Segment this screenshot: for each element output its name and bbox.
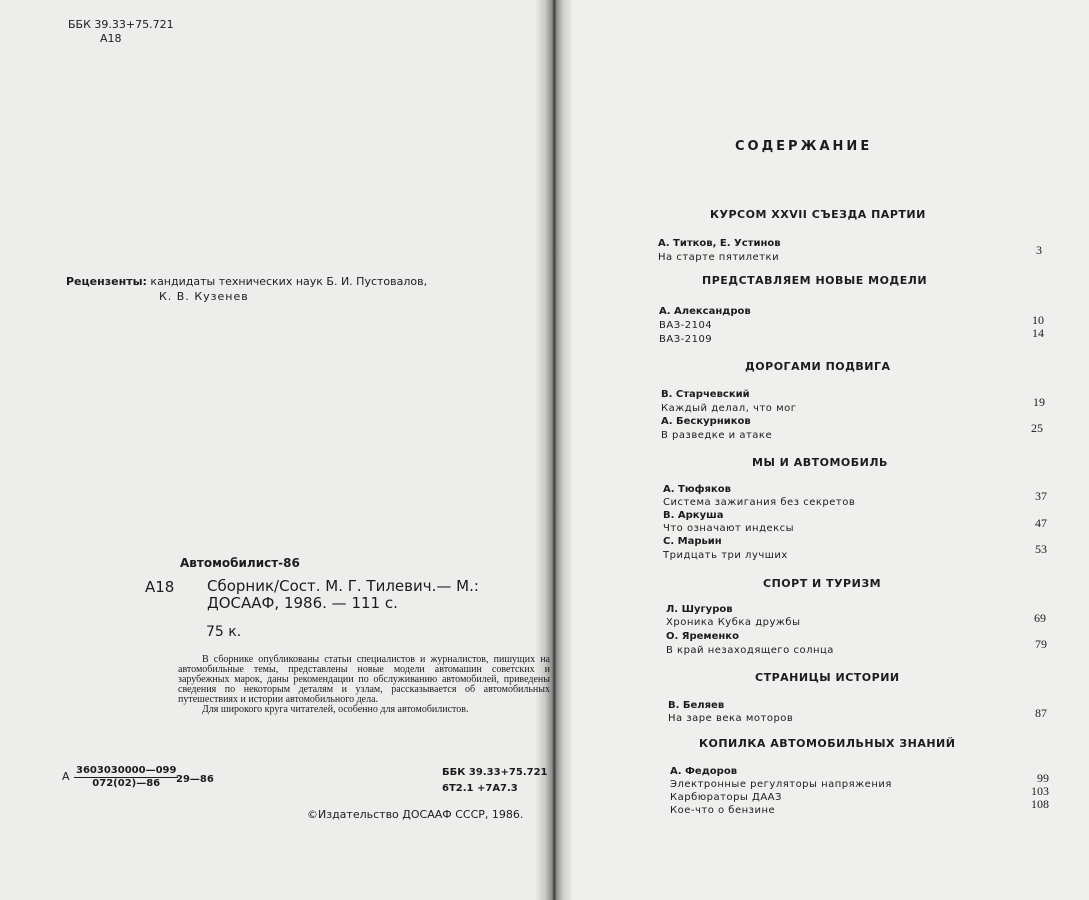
annotation-paragraph-1: В сборнике опубликованы статьи специалистов и журналистов, пишущих на автомобильные темы, представлены новые модели автомашин советских и зарубежных марок, даны рекомендации по обслуживанию автомобилей, приведены сведения по некоторым деталям и узлам, рассказывается об автомобильных путешествиях и истории автомобильного дела.	[178, 654, 550, 705]
toc-page-number: 87	[1035, 706, 1047, 720]
index-denominator: 072(02)—86	[92, 778, 161, 789]
price: 75 к.	[206, 624, 242, 640]
bbk-bottom-line1: ББК 39.33+75.721	[442, 767, 548, 778]
toc-page-number: 3	[1036, 243, 1042, 257]
toc-page-number: 99	[1037, 771, 1049, 785]
call-number: А18	[100, 32, 122, 45]
annotation-paragraph-2: Для широкого круга читателей, особенно для автомобилистов.	[202, 704, 469, 715]
toc-entry-title: Что означают индексы	[663, 523, 795, 534]
right-page	[562, 0, 1089, 900]
reviewers-line1: кандидаты технических наук Б. И. Пустовалов,	[150, 275, 428, 288]
bbk-code: ББК 39.33+75.721	[68, 18, 174, 31]
toc-entry-title: Электронные регуляторы напряжения	[670, 779, 892, 790]
toc-author: Л. Шугуров	[666, 604, 733, 615]
toc-section-heading: ДОРОГАМИ ПОДВИГА	[745, 360, 891, 373]
index-fraction	[74, 765, 178, 790]
toc-author: В. Беляев	[668, 700, 725, 711]
catalog-call-number: А18	[145, 578, 175, 596]
toc-title: СОДЕРЖАНИЕ	[735, 139, 873, 154]
toc-entry-title: Карбюраторы ДААЗ	[670, 792, 782, 803]
toc-author: О. Яременко	[666, 631, 739, 642]
reviewers-label: Рецензенты:	[66, 275, 147, 288]
toc-page-number: 25	[1031, 421, 1043, 435]
toc-author: А. Бескурников	[661, 416, 751, 427]
toc-page-number: 69	[1034, 611, 1046, 625]
toc-author: В. Старчевский	[661, 389, 750, 400]
toc-author: А. Тюфяков	[663, 484, 731, 495]
bbk-classification	[68, 18, 174, 46]
reviewers-block	[66, 274, 427, 304]
toc-page-number: 53	[1035, 542, 1047, 556]
index-prefix: А	[62, 770, 70, 783]
toc-author: А. Федоров	[670, 766, 738, 777]
toc-entry-title: Хроника Кубка дружбы	[666, 617, 801, 628]
toc-page-number: 79	[1035, 637, 1047, 651]
toc-entry-title: На старте пятилетки	[658, 252, 780, 263]
toc-section-heading: СТРАНИЦЫ ИСТОРИИ	[755, 671, 900, 684]
toc-page-number: 103	[1031, 784, 1049, 798]
toc-author: А. Титков, Е. Устинов	[658, 238, 781, 249]
toc-page-number: 14	[1032, 326, 1044, 340]
toc-section-heading: ПРЕДСТАВЛЯЕМ НОВЫЕ МОДЕЛИ	[702, 274, 928, 287]
toc-entry-title: Каждый делал, что мог	[661, 403, 797, 414]
toc-page-number: 108	[1031, 797, 1049, 811]
toc-entry-title: ВАЗ-2109	[659, 334, 713, 345]
catalog-description: Сборник/Сост. М. Г. Тилевич.— М.: ДОСААФ, 1986. — 111 с.	[207, 577, 479, 612]
toc-author: С. Марьин	[663, 536, 722, 547]
toc-author: В. Аркуша	[663, 510, 724, 521]
bbk-bottom-line2: 6Т2.1 +7А7.3	[442, 783, 518, 794]
index-numerator: 3603030000—099	[76, 765, 177, 776]
index-suffix: 29—86	[176, 774, 214, 785]
toc-author: А. Александров	[659, 306, 751, 317]
toc-entry-title: Тридцать три лучших	[663, 550, 788, 561]
toc-page-number: 37	[1035, 489, 1047, 503]
toc-entry-title: В край незаходящего солнца	[666, 645, 834, 656]
annotation	[178, 655, 550, 715]
toc-section-heading: СПОРТ И ТУРИЗМ	[763, 577, 882, 590]
toc-entry-title: Система зажигания без секретов	[663, 497, 856, 508]
reviewers-line2: К. В. Кузенев	[159, 290, 249, 303]
copyright-line: ©Издательство ДОСААФ СССР, 1986.	[307, 808, 524, 821]
toc-section-heading: КОПИЛКА АВТОМОБИЛЬНЫХ ЗНАНИЙ	[699, 737, 956, 750]
toc-page-number: 47	[1035, 516, 1047, 530]
toc-entry-title: ВАЗ-2104	[659, 320, 713, 331]
toc-page-number: 19	[1033, 395, 1045, 409]
bbk-bottom	[442, 765, 548, 797]
toc-entry-title: Кое-что о бензине	[670, 805, 776, 816]
book-title: Автомобилист-86	[180, 556, 300, 570]
toc-entry-title: На заре века моторов	[668, 713, 794, 724]
toc-entry-title: В разведке и атаке	[661, 430, 773, 441]
toc-section-heading: КУРСОМ XXVII СЪЕЗДА ПАРТИИ	[710, 208, 926, 221]
toc-section-heading: МЫ И АВТОМОБИЛЬ	[752, 456, 888, 469]
toc-page-number: 10	[1032, 313, 1044, 327]
